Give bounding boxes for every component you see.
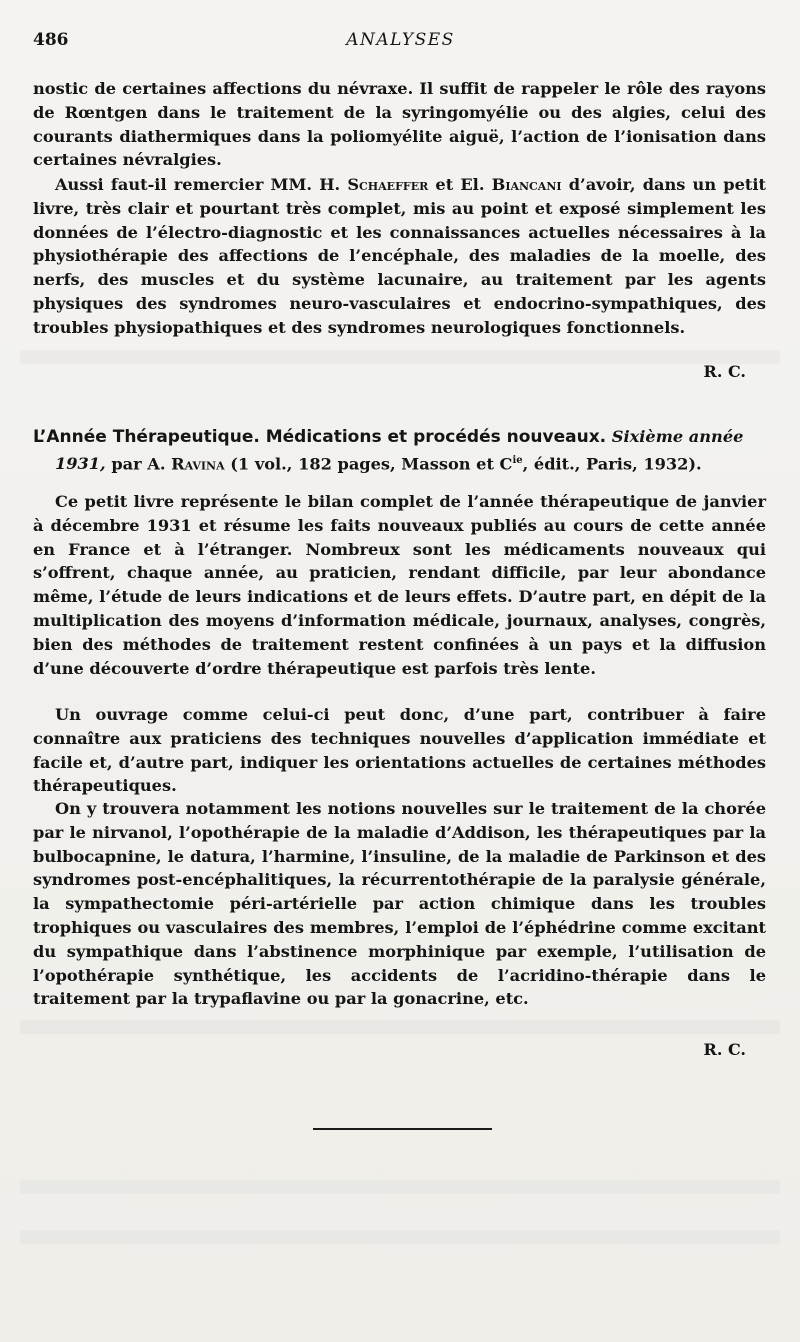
review1-paragraph1: nostic de certaines affections du névraxe. Il suffit de rappeler le rôle des rayons de Rœntgen dans le traitement de la syringomyélie ou des algies, celui des courants diathermiques dans la poliomyélite aiguë, l’action de l’ionisation dans certaines névralgies. xyxy=(33,79,766,170)
text-run: Aussi faut-il remercier MM. H. xyxy=(55,175,348,194)
text-run: par A. xyxy=(105,454,172,474)
running-title: ANALYSES xyxy=(346,30,455,50)
book-title-entry xyxy=(33,425,768,475)
show-through-shadow xyxy=(20,350,780,364)
book-subtitle: Sixième année xyxy=(606,427,744,446)
section-divider xyxy=(313,1128,492,1130)
review2-paragraph1: Ce petit livre représente le bilan complet de l’année thérapeutique de janvier à décembre 1931 et résume les faits nouveaux publiés au cours de cette année en France et à l’étranger. Nombreux sont les médicaments nouveaux qui s’offrent, chaque année, au praticien, rendant difficile, par leur abondance même, l’étude de leurs indications et de leurs effets. D’autre part, en dépit de la multiplication des moyens d’information médicale, journaux, analyses, congrès, bien des méthodes de traitement restent confinées à un pays et la diffusion d’une découverte d’ordre thérapeutique est parfois très lente. xyxy=(33,492,766,678)
review2-paragraph2: Un ouvrage comme celui-ci peut donc, d’une part, contribuer à faire connaître aux praticiens des techniques nouvelles d’application immédiate et facile et, d’autre part, indiquer les orientations actuelles de certaines méthodes thérapeutiques. xyxy=(33,705,766,796)
show-through-shadow xyxy=(20,1180,780,1194)
show-through-shadow xyxy=(20,1020,780,1034)
book-year: 1931, xyxy=(55,454,106,474)
text-run: d’avoir, dans un petit livre, très clair et pourtant très complet, mis au point et exposé simplement les données de l’électro-diagnostic et les connaissances actuelles nécessaires à la physiothérapie des affections de l’encéphale, des maladies de la moelle, des nerfs, des muscles et du système lacunaire, au traitement par les agents physiques des syndromes neuro-vasculaires et endocrino-sympathiques, des troubles physiopathiques et des syndromes neurologiques fonctionnels. xyxy=(33,175,766,337)
review2-signature: R. C. xyxy=(703,1040,746,1059)
book-title: L’Année Thérapeutique. Médications et procédés nouveaux. xyxy=(33,427,607,447)
book-publication: , édit., Paris, 1932). xyxy=(522,454,702,474)
superscript: ie xyxy=(512,455,523,466)
book-details: (1 vol., 182 pages, Masson et C xyxy=(224,454,513,474)
review1-paragraph2 xyxy=(33,173,766,340)
author-name: Schaeffer xyxy=(347,175,429,194)
author-name: Biancani xyxy=(491,175,562,194)
text-run: et El. xyxy=(428,175,492,194)
book-author: Ravina xyxy=(171,454,225,474)
review1-signature: R. C. xyxy=(703,362,746,381)
review2-paragraph3: On y trouvera notamment les notions nouvelles sur le traitement de la chorée par le nirvanol, l’opothérapie de la maladie d’Addison, les thérapeutiques par la bulbocapnine, le datura, l’harmine, l’insuline, de la maladie de Parkinson et des syndromes post-encéphalitiques, la récurrentothérapie de la paralysie générale, la sympathectomie péri-artérielle par action chimique dans les troubles trophiques ou vasculaires des membres, l’emploi de l’éphédrine comme excitant du sympathique dans l’abstinence morphinique par exemple, l’utilisation de l’opothérapie synthétique, les accidents de l’acridino-thérapie dans le traitement par la trypaflavine ou par la gonacrine, etc. xyxy=(33,799,766,1009)
show-through-shadow xyxy=(20,1230,780,1244)
page-number: 486 xyxy=(33,30,69,50)
page-header xyxy=(33,30,768,54)
